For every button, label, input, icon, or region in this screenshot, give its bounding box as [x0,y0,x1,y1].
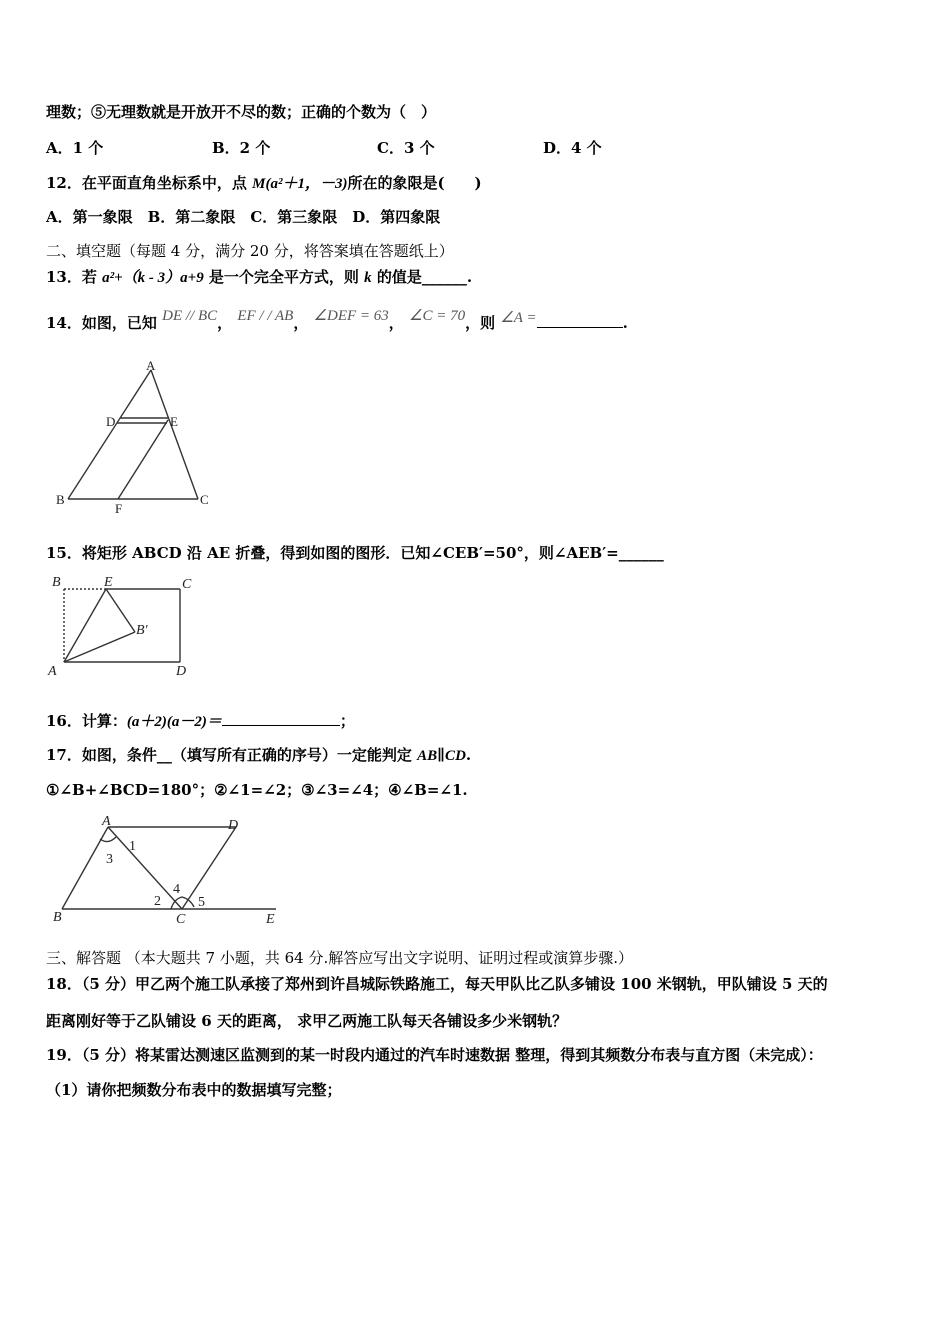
q14-label-b: B [56,492,65,507]
q12-options: A．第一象限 B．第二象限 C．第三象限 D．第四象限 [46,208,441,226]
q11-option-a: A．1 个 [46,139,104,157]
q14-segment-ef [118,420,168,499]
q16-expr: (a＋2)(a－2)＝ [126,714,222,730]
q14-label-f: F [115,501,123,516]
q17-parallelogram-figure [48,815,288,930]
q11-option-b: B．2 个 [212,139,271,157]
q14-label-e: E [170,414,178,429]
q15-fold-line-ae [64,589,106,662]
q17-label-b: B [53,910,62,925]
q15-rectangle-figure [44,572,204,680]
q14-label-a: A [146,358,156,373]
q15-label-e: E [104,575,113,590]
q12-question [46,173,482,194]
q15-label-c: C [182,577,192,592]
q15-label-b-prime: B′ [136,623,148,638]
q19-line1: 19．（5 分）将某雷达测速区监测到的某一时段内通过的汽车时速数据 整理，得到其频数分布表与直方图（未完成）： [46,1046,823,1064]
q15-label-d: D [176,664,187,679]
q14-cond-c: ∠C = 70 [409,308,466,324]
q17-text: 17．如图，条件__（填写所有正确的序号）一定能判定 [46,746,418,764]
q14-then: ，则 [465,314,496,332]
q14-tail: . [622,314,628,332]
section2-heading: 二、填空题（每题 4 分，满分 20 分，将答案填在答题纸上） [46,242,454,260]
q17-label-a: A [102,814,111,829]
q14-label-c: C [200,492,209,507]
q14-cond-de-bc: DE // BC [162,308,218,324]
q16-tail: ； [339,712,355,730]
q14-answer-blank[interactable] [537,313,623,328]
q17-label-angle-1: 1 [129,839,136,854]
q12-prefix: 12．在平面直角坐标系中，点 [46,174,253,192]
q15-question: 15．将矩形 ABCD 沿 AE 折叠，得到如图的图形．已知∠CEB′=50°，则∠AEB′=______ [46,544,664,562]
q15-edge-eb-prime [106,589,135,632]
q13-text-a: 13．若 [46,268,103,286]
q14-cond-ef-ab: EF / / AB [237,308,294,324]
q16-question [46,711,355,732]
q17-segment-ac [108,827,182,909]
q16-prefix: 16．计算： [46,712,127,730]
q14-cond-def: ∠DEF = 63 [313,308,389,324]
q17-label-angle-2: 2 [154,894,161,909]
q13-text-b: 是一个完全平方式，则 [203,268,365,286]
q17-question: 17．如图，条件__（填写所有正确的序号）一定能判定 AB∥CD. [46,746,472,764]
q11-option-d: D．4 个 [543,139,602,157]
q14-ask: ∠A = [500,310,537,326]
q17-conditions: ①∠B+∠BCD=180°；②∠1=∠2；③∠3=∠4；④∠B=∠1. [46,781,468,799]
q17-label-angle-4: 4 [173,882,180,897]
q14-label-d: D [106,414,116,429]
q17-label-e: E [266,912,275,927]
section3-heading: 三、解答题 （本大题共 7 小题，共 64 分.解答应写出文字说明、证明过程或演算步骤.） [46,949,634,967]
q15-label-a: A [48,664,57,679]
q13-expr: a²+（k - 3）a+9 [102,270,204,286]
q17-label-angle-5: 5 [198,895,205,910]
q14-prefix: 14．如图，已知 [46,314,157,332]
q11-tail: 理数；⑤无理数就是开放开不尽的数；正确的个数为（ ） [46,103,437,121]
q17-label-angle-3: 3 [106,852,113,867]
q14-question: 14．如图，已知 DE // BC， EF / / AB， ∠DEF = 63， ∠C = 70，则 ∠A = . [46,308,628,332]
q16-answer-blank[interactable] [222,711,340,726]
q14-side-ab [68,370,151,499]
q19-line2: （1）请你把频数分布表中的数据填写完整； [46,1081,342,1099]
q18-line2: 距离刚好等于乙队铺设 6 天的距离， 求甲乙两施工队每天各铺设多少米钢轨？ [46,1012,568,1030]
q15-label-b: B [52,575,61,590]
q13-question [46,267,472,288]
q12-point: M(a²＋1，－3) [252,176,348,192]
q18-line1: 18．（5 分）甲乙两个施工队承接了郑州到许昌城际铁路施工，每天甲队比乙队多铺设 100 米钢轨，甲队铺设 5 天的 [46,975,828,993]
q12-suffix: 所在的象限是( ) [347,174,482,192]
q14-triangle-figure [50,358,220,518]
q13-var: k [364,270,372,286]
q15-edge-b-prime-a [64,632,135,662]
q11-option-c: C．3 个 [377,139,435,157]
q13-text-c: 的值是______. [371,268,473,286]
q17-label-c: C [176,912,186,927]
q17-label-d: D [228,818,239,833]
q17-target: AB∥CD [417,748,466,764]
q17-segment-dc [182,827,236,909]
